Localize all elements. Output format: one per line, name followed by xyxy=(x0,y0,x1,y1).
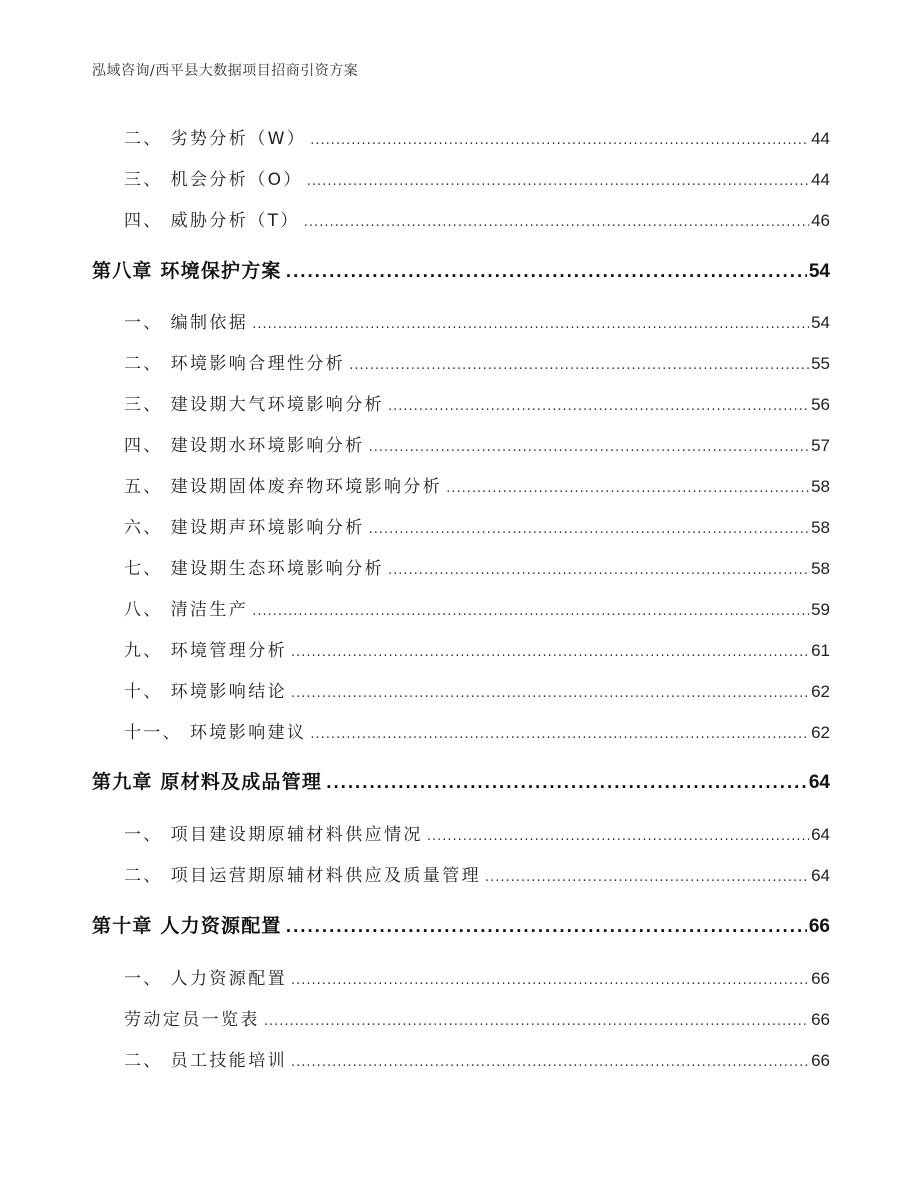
toc-entry-label: 七、 建设期生态环境影响分析 xyxy=(124,559,385,579)
toc-page-number: 46 xyxy=(811,211,830,230)
toc-entry-staffing-table[interactable] xyxy=(124,1005,830,1030)
toc-entry-label: 四、 建设期水环境影响分析 xyxy=(124,436,365,456)
toc-chapter-label: 第十章 人力资源配置 xyxy=(92,915,282,937)
toc-leader-dots xyxy=(485,870,809,885)
toc-entry-label: 二、 项目运营期原辅材料供应及质量管理 xyxy=(124,866,482,886)
toc-leader-dots xyxy=(286,918,807,936)
toc-entry-label: 六、 建设期声环境影响分析 xyxy=(124,518,365,538)
toc-entry-label: 十、 环境影响结论 xyxy=(124,682,288,702)
toc-page-number: 44 xyxy=(811,170,830,189)
toc-entry-rationality[interactable] xyxy=(124,349,830,374)
toc-entry-label: 三、 建设期大气环境影响分析 xyxy=(124,395,385,415)
toc-page-number: 54 xyxy=(808,261,830,282)
toc-entry-label: 一、 编制依据 xyxy=(124,313,249,333)
toc-entry-env-suggestion[interactable] xyxy=(124,718,830,743)
toc-leader-dots xyxy=(388,399,809,414)
header-rule xyxy=(92,86,828,87)
toc-leader-dots xyxy=(304,215,809,230)
toc-chapter-10[interactable] xyxy=(92,911,830,938)
toc-entry-swot-weakness[interactable] xyxy=(124,124,830,149)
toc-leader-dots xyxy=(310,727,809,742)
toc-entry-label: 八、 清洁生产 xyxy=(124,600,249,620)
toc-leader-dots xyxy=(326,774,807,792)
toc-entry-noise[interactable] xyxy=(124,513,830,538)
toc-page-number: 66 xyxy=(811,1010,830,1029)
toc-entry-basis[interactable] xyxy=(124,308,830,333)
toc-entry-clean-production[interactable] xyxy=(124,595,830,620)
toc-entry-solid-waste[interactable] xyxy=(124,472,830,497)
toc-page-number: 61 xyxy=(811,641,830,660)
toc-entry-label: 一、 项目建设期原辅材料供应情况 xyxy=(124,825,423,845)
toc-chapter-label: 第九章 原材料及成品管理 xyxy=(92,771,323,793)
toc-page-number: 66 xyxy=(811,969,830,988)
toc-page-number: 66 xyxy=(811,1051,830,1070)
toc-page-number: 58 xyxy=(811,559,830,578)
toc-leader-dots xyxy=(388,563,809,578)
toc-entry-env-management[interactable] xyxy=(124,636,830,661)
toc-leader-dots xyxy=(369,522,809,537)
toc-leader-dots xyxy=(427,829,809,844)
toc-entry-construction-materials[interactable] xyxy=(124,820,830,845)
toc-page-number: 55 xyxy=(811,354,830,373)
toc-entry-air[interactable] xyxy=(124,390,830,415)
toc-entry-staff-training[interactable] xyxy=(124,1046,830,1071)
toc-page-number: 64 xyxy=(811,866,830,885)
toc-leader-dots xyxy=(291,686,809,701)
toc-entry-water[interactable] xyxy=(124,431,830,456)
toc-leader-dots xyxy=(291,973,809,988)
toc-leader-dots xyxy=(252,317,809,332)
toc-chapter-8[interactable] xyxy=(92,256,830,283)
toc-leader-dots xyxy=(291,645,809,660)
toc-leader-dots xyxy=(349,358,809,373)
toc-entry-label: 一、 人力资源配置 xyxy=(124,969,288,989)
toc-page-number: 54 xyxy=(811,313,830,332)
toc-page-number: 64 xyxy=(808,772,830,793)
toc-page-number: 62 xyxy=(811,723,830,742)
toc-page-number: 58 xyxy=(811,518,830,537)
toc-page-number: 59 xyxy=(811,600,830,619)
toc-entry-operation-materials[interactable] xyxy=(124,861,830,886)
toc-page-number: 44 xyxy=(811,129,830,148)
toc-leader-dots xyxy=(264,1014,809,1029)
toc-page-number: 57 xyxy=(811,436,830,455)
toc-entry-label: 四、 威胁分析（T） xyxy=(124,211,300,231)
toc-page-number: 58 xyxy=(811,477,830,496)
toc-entry-env-conclusion[interactable] xyxy=(124,677,830,702)
toc-leader-dots xyxy=(446,481,809,496)
toc-leader-dots xyxy=(252,604,809,619)
page-header: 泓域咨询/西平县大数据项目招商引资方案 xyxy=(92,63,359,79)
toc-entry-label: 九、 环境管理分析 xyxy=(124,641,288,661)
toc-chapter-label: 第八章 环境保护方案 xyxy=(92,260,282,282)
toc-leader-dots xyxy=(369,440,809,455)
toc-entry-swot-threat[interactable] xyxy=(124,206,830,231)
toc-leader-dots xyxy=(310,133,809,148)
toc-entry-ecology[interactable] xyxy=(124,554,830,579)
toc-entry-label: 二、 劣势分析（W） xyxy=(124,129,307,149)
toc-chapter-9[interactable] xyxy=(92,767,830,794)
toc-entry-label: 二、 环境影响合理性分析 xyxy=(124,354,346,374)
toc-leader-dots xyxy=(286,263,807,281)
toc-entry-swot-opportunity[interactable] xyxy=(124,165,830,190)
toc-page-number: 66 xyxy=(808,916,830,937)
toc-leader-dots xyxy=(307,174,809,189)
toc-entry-label: 三、 机会分析（O） xyxy=(124,170,303,190)
toc-entry-label: 二、 员工技能培训 xyxy=(124,1051,288,1071)
toc-page-number: 62 xyxy=(811,682,830,701)
toc-entry-label: 十一、 环境影响建议 xyxy=(124,723,307,743)
toc-page-number: 56 xyxy=(811,395,830,414)
toc-entry-label: 劳动定员一览表 xyxy=(124,1010,260,1030)
toc-page-number: 64 xyxy=(811,825,830,844)
toc-entry-hr-allocation[interactable] xyxy=(124,964,830,989)
toc-entry-label: 五、 建设期固体废弃物环境影响分析 xyxy=(124,477,443,497)
toc-leader-dots xyxy=(291,1055,809,1070)
